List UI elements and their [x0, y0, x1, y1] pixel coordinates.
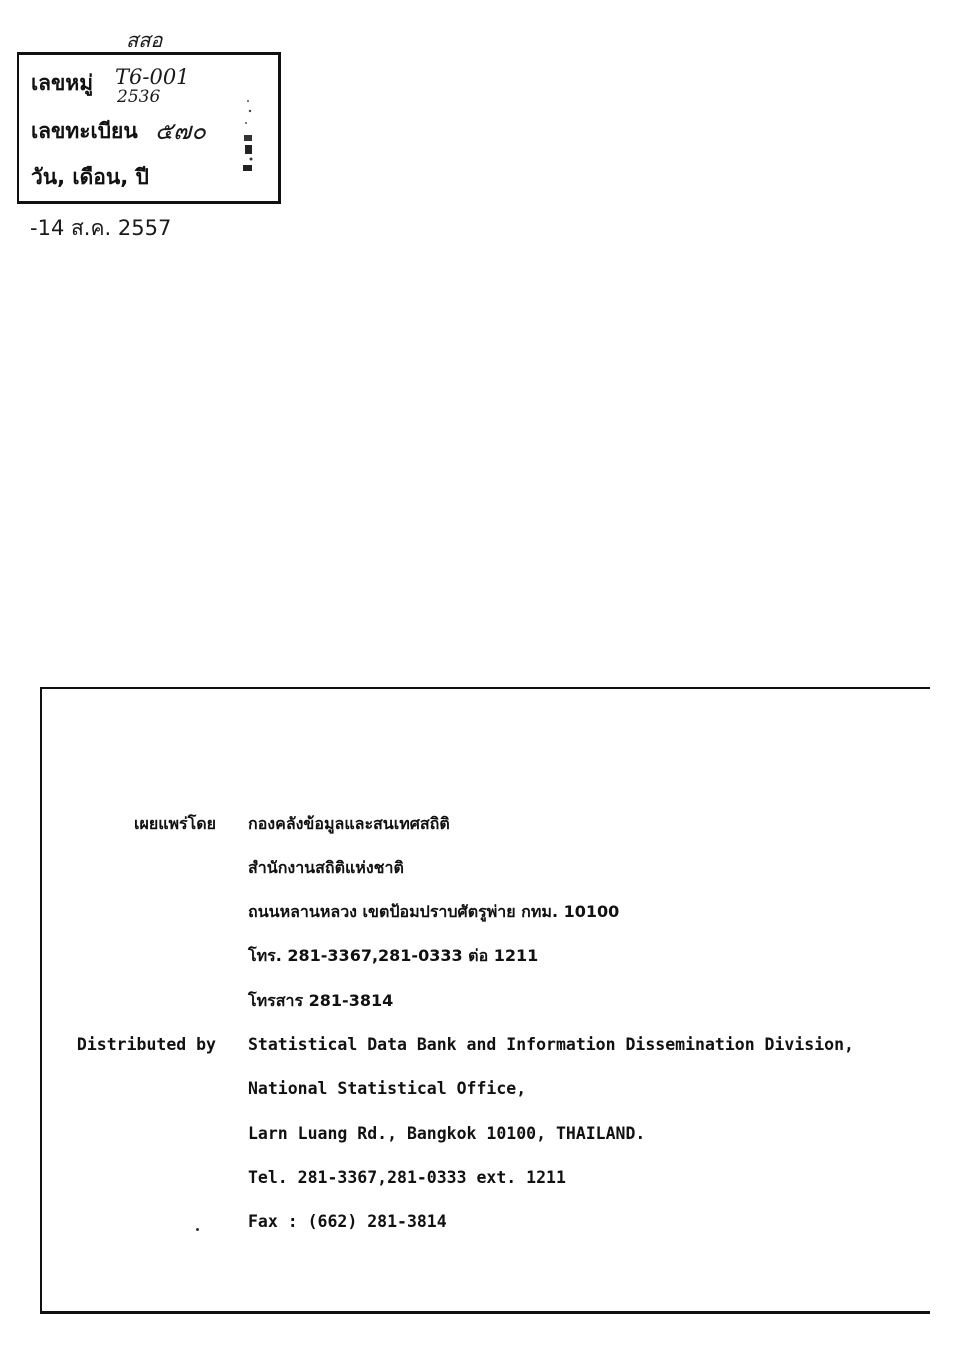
scan-speck: [196, 1228, 199, 1231]
english-line-telephone: Tel. 281-3367,281-0333 ext. 1211: [248, 1168, 566, 1187]
stamp-registration-value: ๕๗๐: [155, 117, 206, 145]
thai-line-fax: โทรสาร 281-3814: [248, 991, 394, 1010]
english-line-office: National Statistical Office,: [248, 1079, 527, 1098]
catalogue-stamp: [17, 52, 281, 204]
thai-line-address: ถนนหลานหลวง เขตป้อมปราบศัตรูพ่าย กทม. 10100: [248, 902, 620, 921]
stamp-category-year: 2536: [117, 87, 161, 107]
stamp-label-registration: เลขทะเบียน: [31, 119, 138, 143]
stamp-label-date: วัน, เดือน, ปี: [31, 165, 149, 189]
thai-line-office: สำนักงานสถิติแห่งชาติ: [248, 858, 404, 877]
english-line-address: Larn Luang Rd., Bangkok 10100, THAILAND.: [248, 1124, 646, 1143]
thai-distributed-by-label: เผยแพร่โดย: [133, 814, 216, 833]
stamp-ink-speckle: [241, 95, 255, 175]
thai-line-division: กองคลังข้อมูลและสนเทศสถิติ: [248, 814, 450, 833]
received-date: -14 ส.ค. 2557: [30, 216, 172, 240]
english-line-division: Statistical Data Bank and Information Dissemination Division,: [248, 1035, 854, 1054]
distribution-box: [40, 687, 930, 1314]
stamp-category-value: T6-001: [115, 65, 190, 89]
stamp-label-category: เลขหมู่: [31, 71, 94, 95]
stamp-top-annotation: สสอ: [126, 28, 163, 52]
thai-line-telephone: โทร. 281-3367,281-0333 ต่อ 1211: [248, 946, 539, 965]
english-distributed-by-label: Distributed by: [76, 1035, 216, 1054]
english-line-fax: Fax : (662) 281-3814: [248, 1212, 447, 1231]
